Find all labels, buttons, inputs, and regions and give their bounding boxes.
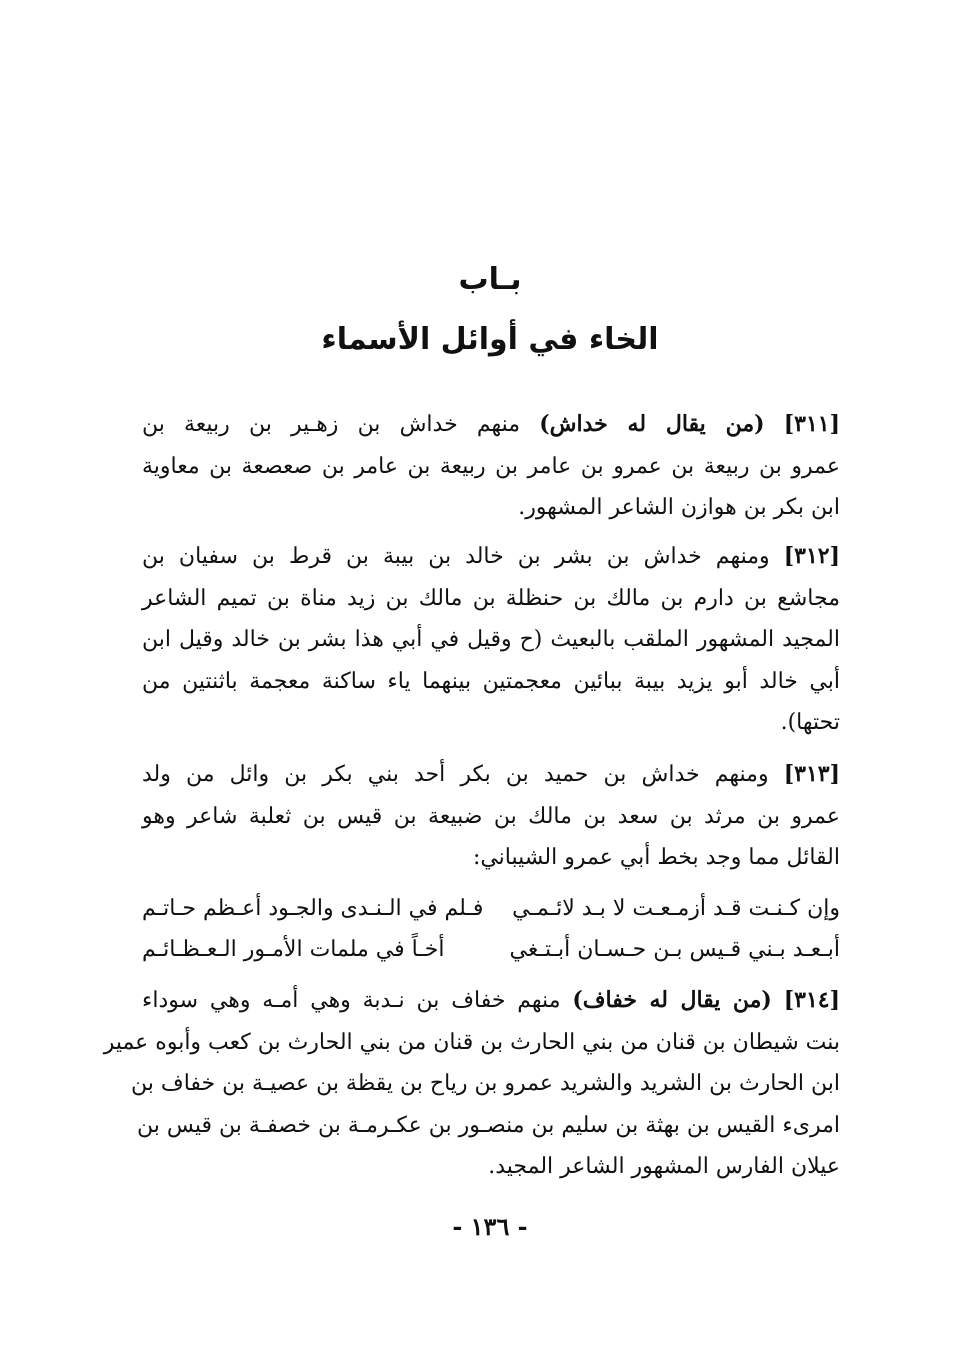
entry-number: [٣١٤] (783, 987, 840, 1013)
entry-line: امرىء القيس بن بهثة بن سليم بن منصـور بن عكـرمـة بن خصفـة بن قيس بن (137, 1112, 840, 1138)
entry-line (142, 754, 840, 796)
entry-line: ابن الحارث بن الشريد والشريد عمرو بن رياح بن يقظة بن عصيـة بن خفاف بن (131, 1071, 840, 1096)
entry-line: بنت شيطان بن قنان من بني الحارث بن قنان من بني الحارث بن كعب وأبوه عمير (103, 1029, 840, 1055)
entry-line (142, 980, 840, 1022)
entry-line: القائل مما وجد بخط أبي عمرو الشيباني: (472, 845, 840, 870)
entry-line: أبي خالد أبو يزيد بيبة ببائين معجمتين بينهما ياء ساكنة معجمة باثنتين من (142, 668, 840, 694)
page-number: - ١٣٦ - (452, 1212, 528, 1241)
entry-line: عيلان الفارس المشهور الشاعر المجيد. (488, 1154, 840, 1179)
poem-first-hemistich: وإن كـنـت قـد أزمـعـت لا بـد لائـمـي (512, 896, 840, 921)
entry-line: مجاشع بن دارم بن مالك بن حنظلة بن مالك بن زيد مناة بن تميم الشاعر (142, 585, 840, 611)
chapter-subtitle: الخاء في أوائل الأسماء (321, 322, 659, 357)
entry-313 (142, 754, 840, 879)
entry-314 (103, 980, 840, 1188)
entry-text: منهم خداش بن زهـير بن ربيعة بن (142, 412, 521, 437)
entry-line: تحتها). (780, 710, 840, 735)
chapter-heading: بـاب (458, 262, 522, 297)
poem-verse (142, 929, 840, 970)
entry-number: [٣١٣] (783, 761, 840, 787)
entry-line: عمرو بن ربيعة بن عمرو بن عامر بن ربيعة بن عامر بن صعصعة بن معاوية (142, 453, 840, 479)
entry-text: ومنهم خداش بن بشر بن خالد بن بيبة بن قرط بن سفيان بن (142, 544, 770, 569)
poem-second-hemistich: أخـاً في ملمات الأمـور الـعـظـائـم (142, 937, 445, 962)
entry-lead: (من يقال له خداش) (539, 411, 765, 437)
entry-text: ومنهم خداش بن حميد بن بكر أحد بني بكر بن وائل من ولد (142, 762, 769, 787)
poem (142, 888, 840, 970)
entry-number: [٣١١] (783, 411, 840, 437)
entry-line (142, 404, 840, 446)
entry-312 (142, 536, 840, 744)
entry-line: ابن بكر بن هوازن الشاعر المشهور. (518, 495, 840, 520)
poem-verse (142, 888, 840, 929)
entry-line (142, 536, 840, 578)
entry-lead: (من يقال له خفاف) (572, 987, 772, 1013)
entry-line: عمرو بن مرثد بن سعد بن مالك بن ضبيعة بن قيس بن ثعلبة شاعر وهو (142, 803, 840, 829)
entry-311 (142, 404, 840, 529)
entry-text: منهم خفاف بن نـدبة وهي أمـه وهي سوداء (142, 988, 561, 1013)
entry-number: [٣١٢] (783, 543, 841, 569)
poem-second-hemistich: فـلم في الـنـدى والجـود أعـظم حـاتـم (142, 896, 484, 921)
entry-line: المجيد المشهور الملقب بالبعيث (ح وقيل في أبي هذا بشر بن خالد وقيل ابن (142, 627, 840, 652)
poem-first-hemistich: أبـعـد بـني قـيس بـن حـسـان أبـتـغي (509, 937, 840, 962)
